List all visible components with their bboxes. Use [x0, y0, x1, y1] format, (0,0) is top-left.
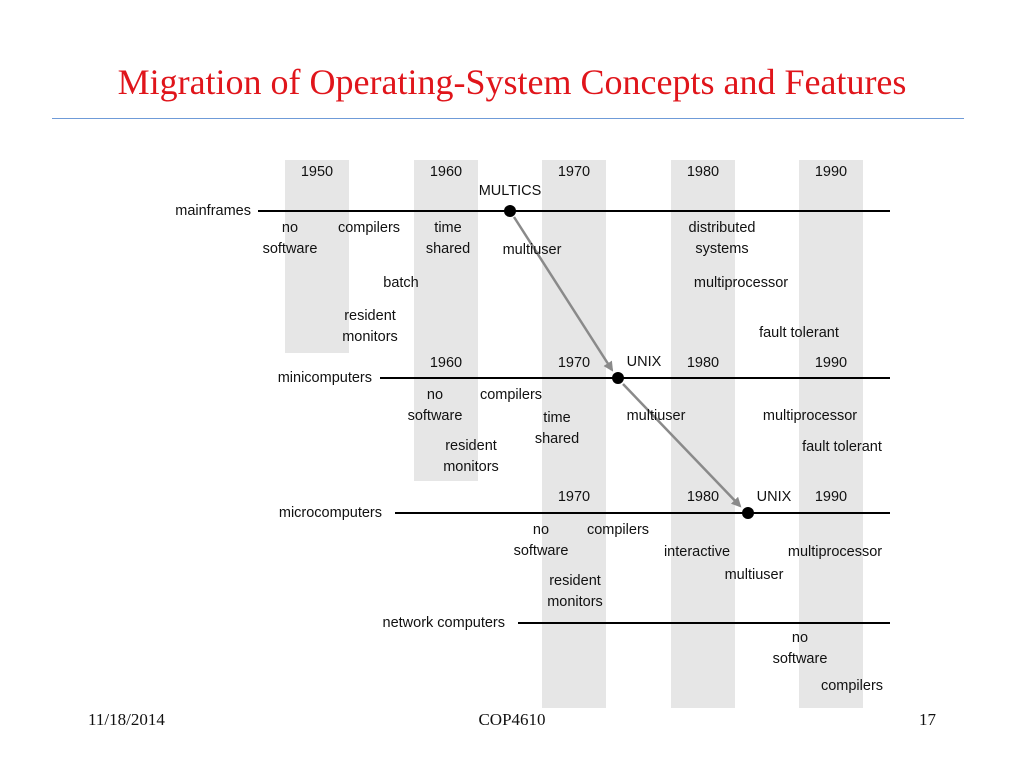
feature-label: time shared	[534, 410, 580, 447]
feature-label: interactive	[663, 544, 731, 560]
row-year-label: 1990	[814, 355, 848, 371]
unix-mini-point	[612, 372, 624, 384]
feature-label: multiuser	[626, 408, 686, 424]
footer-course: COP4610	[478, 710, 546, 729]
row-label-mainframes: mainframes	[175, 203, 251, 219]
multics-point	[504, 205, 516, 217]
footer-page-number: 17	[919, 710, 936, 729]
unix-label-microcomputers: UNIX	[756, 489, 792, 505]
feature-label: compilers	[820, 678, 884, 694]
band-1990	[799, 160, 863, 708]
feature-label: resident monitors	[342, 308, 398, 345]
feature-label: no software	[772, 630, 828, 667]
slide-title: Migration of Operating-System Concepts and Features	[117, 62, 907, 102]
band-1960	[414, 160, 478, 481]
feature-label: batch	[383, 275, 419, 291]
feature-label: distributed systems	[688, 220, 756, 257]
feature-label: multiprocessor	[693, 275, 789, 291]
unix-micro-point	[742, 507, 754, 519]
feature-label: multiuser	[724, 567, 784, 583]
row-label-network-computers: network computers	[382, 615, 505, 631]
feature-label: no software	[513, 522, 569, 559]
feature-label: time shared	[425, 220, 471, 257]
row-label-microcomputers: microcomputers	[278, 505, 382, 521]
feature-label: multiprocessor	[762, 408, 858, 424]
footer-date: 11/18/2014	[88, 710, 165, 729]
feature-label: no software	[262, 220, 318, 257]
row-year-label: 1970	[557, 489, 591, 505]
feature-label: fault tolerant	[759, 325, 839, 341]
feature-label: compilers	[479, 387, 543, 403]
decade-header: 1950	[300, 164, 334, 180]
decade-header: 1990	[814, 164, 848, 180]
row-year-label: 1980	[686, 355, 720, 371]
feature-label: no software	[407, 387, 463, 424]
feature-label: multiprocessor	[787, 544, 883, 560]
feature-label: multiuser	[502, 242, 562, 258]
decade-header: 1980	[686, 164, 720, 180]
row-year-label: 1960	[429, 355, 463, 371]
row-year-label: 1980	[686, 489, 720, 505]
feature-label: compilers	[586, 522, 650, 538]
feature-label: resident monitors	[547, 573, 603, 610]
feature-label: resident monitors	[443, 438, 499, 475]
feature-label: fault tolerant	[802, 439, 882, 455]
decade-header: 1960	[429, 164, 463, 180]
multics-label: MULTICS	[478, 183, 542, 199]
row-label-minicomputers: minicomputers	[277, 370, 372, 386]
row-year-label: 1990	[814, 489, 848, 505]
row-year-label: 1970	[557, 355, 591, 371]
decade-header: 1970	[557, 164, 591, 180]
unix-label-minicomputers: UNIX	[626, 354, 662, 370]
feature-label: compilers	[337, 220, 401, 236]
